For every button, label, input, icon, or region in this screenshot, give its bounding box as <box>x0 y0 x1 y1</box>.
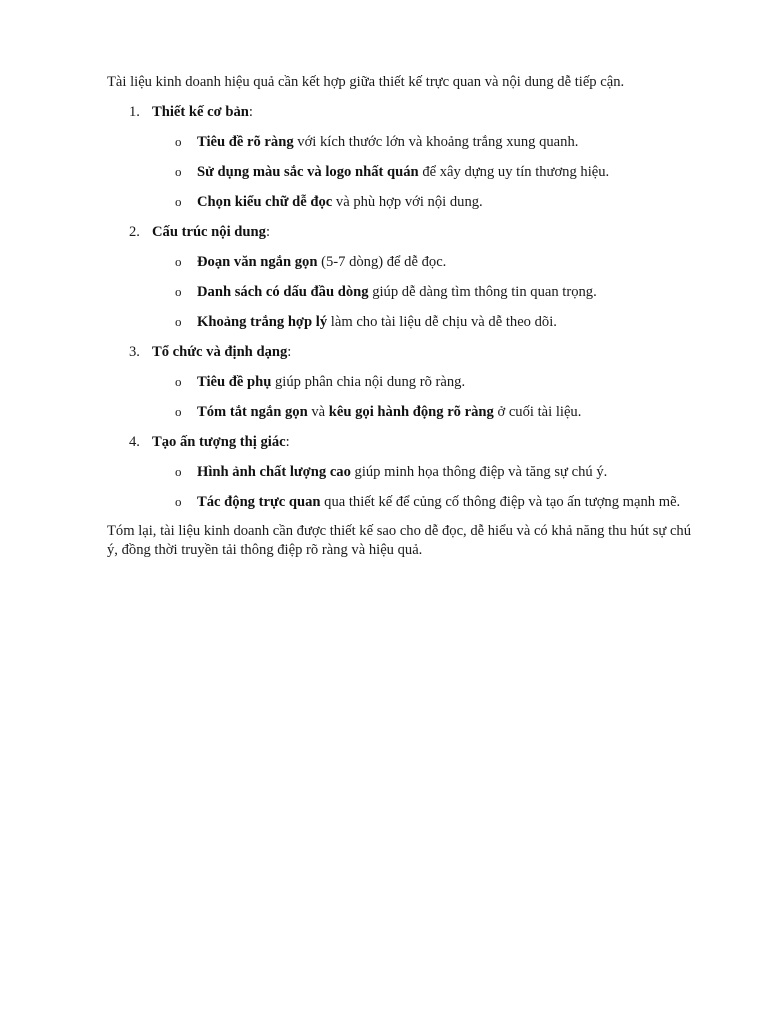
bullet-circle-icon: o <box>175 464 182 479</box>
section-number: 1. <box>129 104 140 120</box>
section-number: 2. <box>129 224 140 240</box>
sub-item-text: giúp minh họa thông điệp và tăng sự chú ý. <box>350 464 608 480</box>
sub-item-bold: Hình ảnh chất lượng cao <box>197 464 351 480</box>
sub-item <box>107 162 697 182</box>
section-title: Thiết kế cơ bản <box>152 104 249 120</box>
section-item <box>107 432 697 512</box>
section-item <box>107 102 697 212</box>
sub-list <box>107 252 697 332</box>
sub-item-text: ở cuối tài liệu. <box>493 404 582 420</box>
sub-item-text: giúp phân chia nội dung rõ ràng. <box>271 374 466 390</box>
sub-item-bold: Danh sách có dấu đầu dòng <box>197 284 369 300</box>
bullet-circle-icon: o <box>175 254 182 269</box>
sub-item-text: và phù hợp với nội dung. <box>332 194 483 210</box>
sub-item <box>107 132 697 152</box>
sub-item-bold: Tiêu đề phụ <box>197 374 272 390</box>
section-heading <box>107 222 697 242</box>
section-colon: : <box>248 104 253 120</box>
section-heading <box>107 342 697 362</box>
conclusion-paragraph: Tóm lại, tài liệu kinh doanh cần được thiết kế sao cho dễ đọc, dễ hiểu và có khả năng thu hút sự chú ý, đồng thời truyền tải thông điệp rõ ràng và hiệu quả. <box>107 523 692 558</box>
section-title: Tổ chức và định dạng <box>152 344 288 360</box>
section-colon: : <box>265 224 271 240</box>
section-colon: : <box>287 344 292 360</box>
sub-item-text: giúp dễ dàng tìm thông tin quan trọng. <box>368 284 597 300</box>
section-number: 3. <box>129 344 140 360</box>
section-title: Cấu trúc nội dung <box>152 224 266 240</box>
bullet-circle-icon: o <box>175 494 182 509</box>
sub-item <box>107 192 697 212</box>
sub-item-bold: Chọn kiểu chữ dễ đọc <box>197 194 333 210</box>
sub-list <box>107 132 697 212</box>
section-item <box>107 222 697 332</box>
sub-item-text: để xây dựng uy tín thương hiệu. <box>418 164 610 180</box>
sub-item <box>107 252 697 272</box>
sub-item-text: qua thiết kế để củng cố thông điệp và tạo ấn tượng mạnh mẽ. <box>320 494 681 510</box>
section-title: Tạo ấn tượng thị giác <box>152 434 286 450</box>
sub-item <box>107 372 697 392</box>
bullet-circle-icon: o <box>175 374 182 389</box>
intro-paragraph: Tài liệu kinh doanh hiệu quả cần kết hợp giữa thiết kế trực quan và nội dung dễ tiếp cận. <box>107 74 625 90</box>
sub-item <box>107 462 697 482</box>
sub-item-text: (5-7 dòng) để dễ đọc. <box>317 254 447 270</box>
section-colon: : <box>285 434 290 450</box>
numbered-list <box>107 102 697 512</box>
sub-list <box>107 462 697 512</box>
sub-item-mid-text: và <box>307 404 329 420</box>
sub-item <box>107 492 697 512</box>
bullet-circle-icon: o <box>175 194 182 209</box>
sub-item-bold: Đoạn văn ngắn gọn <box>197 254 318 270</box>
bullet-circle-icon: o <box>175 314 182 329</box>
section-number: 4. <box>129 434 140 450</box>
document-page <box>107 72 697 560</box>
sub-item-bold: Tóm tắt ngắn gọn <box>197 404 308 420</box>
sub-item-bold: Tiêu đề rõ ràng <box>197 134 294 150</box>
bullet-circle-icon: o <box>175 284 182 299</box>
bullet-circle-icon: o <box>175 134 182 149</box>
section-heading <box>107 432 697 452</box>
sub-item <box>107 312 697 332</box>
section-item <box>107 342 697 422</box>
section-heading <box>107 102 697 122</box>
bullet-circle-icon: o <box>175 164 182 179</box>
sub-list <box>107 372 697 422</box>
sub-item-bold: Tác động trực quan <box>197 494 321 510</box>
sub-item-bold: Khoảng trắng hợp lý <box>197 314 328 330</box>
bullet-circle-icon: o <box>175 404 182 419</box>
sub-item-bold: Sử dụng màu sắc và logo nhất quán <box>197 164 419 180</box>
sub-item <box>107 402 697 422</box>
sub-item <box>107 282 697 302</box>
sub-item-text: với kích thước lớn và khoảng trắng xung quanh. <box>293 134 579 150</box>
sub-item-text: làm cho tài liệu dễ chịu và dễ theo dõi. <box>327 314 557 330</box>
sub-item-bold-2: kêu gọi hành động rõ ràng <box>328 404 494 420</box>
